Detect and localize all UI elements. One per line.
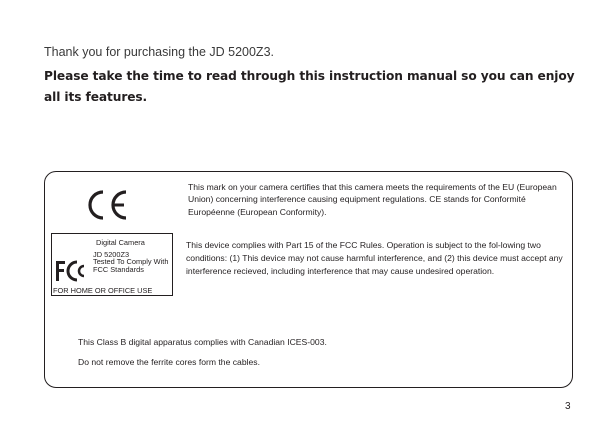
ices-statement: This Class B digital apparatus complies with Canadian ICES-003. xyxy=(78,337,327,347)
page-number: 3 xyxy=(565,401,571,412)
fcc-label-footer: FOR HOME OR OFFICE USE xyxy=(53,286,153,295)
fcc-tested-statement: Tested To Comply With FCC Standards xyxy=(93,257,169,274)
fcc-logo-icon xyxy=(55,259,87,283)
ce-mark-icon xyxy=(82,188,130,222)
fcc-statement: This device complies with Part 15 of the FCC Rules. Operation is subject to the fol-lowing two conditions: (1) This device may not cause harmful interference, and (2) this device must accept any interference recieved, including interference that may cause undesired operation. xyxy=(186,240,563,277)
ferrite-warning: Do not remove the ferrite cores form the cables. xyxy=(78,357,260,367)
ce-statement: This mark on your camera certifies that this camera meets the requirements of the EU (European Union) concerning interference causing equipment regulations. CE stands for Conformité Européenne (European Conformity). xyxy=(188,182,557,217)
fcc-model-number: JD 5200Z3 xyxy=(93,250,130,259)
fcc-compliance-label xyxy=(51,233,173,296)
intro-thank-you: Thank you for purchasing the JD 5200Z3. xyxy=(44,45,274,59)
intro-instruction: Please take the time to read through this instruction manual so you can enjoy all its features. xyxy=(44,69,575,104)
fcc-label-title: Digital Camera xyxy=(96,238,145,247)
